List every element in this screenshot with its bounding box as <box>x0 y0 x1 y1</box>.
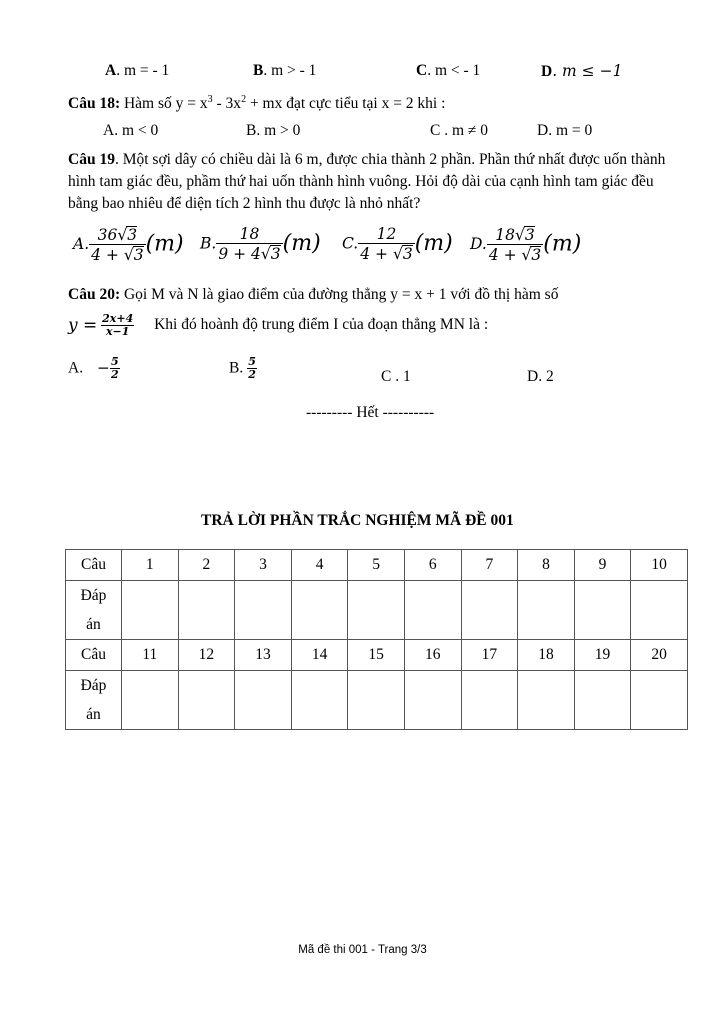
q20-function <box>68 313 488 338</box>
q19-option-c-den-rad: 3 <box>402 245 413 264</box>
q20-y-eq: y = <box>68 315 98 336</box>
answer-cell[interactable] <box>518 581 575 640</box>
q19-option-b-label: B. <box>200 234 217 253</box>
table-row <box>66 640 688 671</box>
q19-option-b-num: 18 <box>216 226 282 244</box>
answer-title: TRẢ LỜI PHẦN TRẮC NGHIỆM MÃ ĐỀ 001 <box>201 512 514 529</box>
q18-text-post: + mx đạt cực tiểu tại x = 2 khi : <box>246 95 446 113</box>
q18-stem <box>68 94 445 114</box>
answer-cell[interactable] <box>348 581 405 640</box>
q19-option-b-fraction: $\frac{18}{9 + 4√3}$ <box>218 225 281 264</box>
q20-option-a <box>68 356 120 381</box>
table-cell: 5 <box>348 550 405 581</box>
q17-option-c <box>416 62 480 81</box>
table-header-dap-an <box>66 671 122 730</box>
table-cell: 19 <box>574 640 631 671</box>
q19-option-b-den-rad: 3 <box>270 245 281 264</box>
table-header-cau: Câu <box>66 550 122 581</box>
q19-option-a-unit: (m) <box>145 231 184 257</box>
q20-option-b-label: B. <box>229 359 244 377</box>
q19-option-a <box>73 226 184 264</box>
q19-option-b-den-pre: 9 + 4 <box>218 245 261 264</box>
q18-option-c: C . m ≠ 0 <box>430 122 489 139</box>
q20-option-d: D. 2 <box>527 368 554 385</box>
q19-option-c-fraction: $\frac{12}{4 + √3}$ <box>360 225 413 264</box>
q19-option-a-num-rad: 3 <box>127 226 138 244</box>
q20-option-b-num: 5 <box>248 355 256 368</box>
table-cell: 20 <box>631 640 688 671</box>
q17-option-d <box>541 62 622 82</box>
q17-option-a-label: A <box>105 62 117 79</box>
q19-stem <box>68 149 668 215</box>
table-cell: 15 <box>348 640 405 671</box>
q20-text2: Khi đó hoành độ trung điểm I của đoạn thẳng MN là : <box>154 316 489 334</box>
answer-cell[interactable] <box>404 671 461 730</box>
table-row <box>66 550 688 581</box>
table-cell: 4 <box>291 550 348 581</box>
q20-frac-num: 2x+4 <box>102 312 134 325</box>
table-header-dap-an <box>66 581 122 640</box>
table-cell: 7 <box>461 550 518 581</box>
table-cell: 14 <box>291 640 348 671</box>
answer-cell[interactable] <box>235 581 292 640</box>
end-marker: --------- Hết ---------- <box>306 404 435 421</box>
q17-option-b <box>253 62 316 81</box>
q19-option-c-den-pre: 4 + <box>360 245 393 264</box>
q17-option-c-label: C <box>416 62 428 79</box>
table-cell: 3 <box>235 550 292 581</box>
answer-cell[interactable] <box>291 671 348 730</box>
q19-option-d-fraction: $\frac{18√3}{4 + √3}$ <box>488 226 542 265</box>
q18-exp1: 3 <box>207 94 213 105</box>
q18-option-a: A. m < 0 <box>103 122 159 139</box>
q19-option-d-unit: (m) <box>543 231 582 257</box>
table-cell: 1 <box>122 550 179 581</box>
q17-option-d-text: . m ≤ −1 <box>552 62 623 80</box>
q19-option-c-unit: (m) <box>414 231 453 257</box>
q20-option-b-fraction <box>247 356 257 381</box>
q20-option-a-num: 5 <box>110 355 119 368</box>
table-cell: 6 <box>404 550 461 581</box>
q19-option-c-label: C. <box>342 234 359 253</box>
q19-option-d-num-coef: 18 <box>495 226 516 244</box>
answer-cell[interactable] <box>461 581 518 640</box>
an-label: án <box>86 706 101 723</box>
q20-text: Gọi M và N là giao điểm của đường thẳng y = x + 1 với đồ thị hàm số <box>120 286 559 303</box>
answer-cell[interactable] <box>574 671 631 730</box>
table-cell: 8 <box>518 550 575 581</box>
q17-option-c-text: . m < - 1 <box>427 62 481 79</box>
q19-option-d-den-rad: 3 <box>531 246 542 265</box>
page-footer: Mã đề thi 001 - Trang 3/3 <box>298 944 427 956</box>
table-cell: 10 <box>631 550 688 581</box>
answer-cell[interactable] <box>235 671 292 730</box>
q20-option-a-den: 2 <box>110 368 119 382</box>
q18-option-d: D. m = 0 <box>537 122 593 139</box>
answer-cell[interactable] <box>348 671 405 730</box>
q19-option-a-den-rad: 3 <box>133 246 144 265</box>
answer-cell[interactable] <box>404 581 461 640</box>
q20-option-b-den: 2 <box>248 368 256 382</box>
table-row <box>66 581 688 640</box>
table-cell: 9 <box>574 550 631 581</box>
table-cell: 18 <box>518 640 575 671</box>
table-cell: 12 <box>178 640 235 671</box>
q18-option-b: B. m > 0 <box>246 122 301 139</box>
q18-text-pre: Hàm số y = x <box>120 95 208 113</box>
q19-option-c <box>342 226 453 263</box>
answer-cell[interactable] <box>574 581 631 640</box>
dap-label: Đáp <box>80 587 107 604</box>
q17-option-d-label: D <box>541 63 553 80</box>
q19-option-d-num-rad: 3 <box>524 226 535 244</box>
answer-cell[interactable] <box>631 581 688 640</box>
q19-option-a-num-coef: 36 <box>97 226 118 244</box>
q18-exp2: 2 <box>241 94 247 105</box>
answer-cell[interactable] <box>461 671 518 730</box>
q20-option-c: C . 1 <box>381 368 411 385</box>
q17-option-a <box>105 62 169 81</box>
q19-text: . Một sợi dây có chiều dài là 6 m, được chia thành 2 phần. Phần thứ nhất được uốn thành hình tam giác đều, phầm thứ hai uốn thành hình vuông. Hỏi độ dài của cạnh hình tam giác đều bằng bao nhiêu để diện tích 2 hình thu được là nhỏ nhất? <box>68 151 666 212</box>
q20-option-a-fraction <box>110 356 120 381</box>
q20-option-b <box>229 356 257 381</box>
q19-option-d-label: D. <box>470 234 487 253</box>
answer-cell[interactable] <box>518 671 575 730</box>
answer-cell[interactable] <box>291 581 348 640</box>
q20-option-a-sign: − <box>96 359 110 378</box>
q20-frac-den: x−1 <box>105 325 130 339</box>
dap-label: Đáp <box>80 677 107 694</box>
q20-option-a-label: A. <box>68 359 84 377</box>
table-cell: 2 <box>178 550 235 581</box>
answer-cell[interactable] <box>122 671 179 730</box>
q19-option-b-unit: (m) <box>282 231 321 257</box>
answer-cell[interactable] <box>178 581 235 640</box>
q19-label: Câu 19 <box>68 151 115 168</box>
answer-cell[interactable] <box>122 581 179 640</box>
q19-option-a-den-pre: 4 + <box>91 246 124 265</box>
q19-option-c-num: 12 <box>358 226 414 244</box>
an-label: án <box>86 616 101 633</box>
q19-option-d <box>470 226 581 264</box>
answer-table <box>65 549 688 730</box>
q17-option-b-label: B <box>253 62 264 79</box>
q20-label: Câu 20: <box>68 286 121 303</box>
q20-stem <box>68 286 558 305</box>
q19-option-a-fraction: $\frac{36√3}{4 + √3}$ <box>91 226 144 265</box>
table-cell: 11 <box>122 640 179 671</box>
q19-option-a-label: A. <box>73 234 90 253</box>
q17-option-b-text: . m > - 1 <box>263 62 317 79</box>
q20-fraction <box>101 313 134 338</box>
table-cell: 13 <box>235 640 292 671</box>
q19-option-b <box>200 226 321 263</box>
answer-cell[interactable] <box>178 671 235 730</box>
q17-option-a-text: . m = - 1 <box>116 62 170 79</box>
q18-label: Câu 18: <box>68 95 121 113</box>
q19-option-d-den-pre: 4 + <box>488 246 522 265</box>
table-cell: 16 <box>404 640 461 671</box>
answer-cell[interactable] <box>631 671 688 730</box>
table-row <box>66 671 688 730</box>
q18-text-mid: - 3x <box>212 95 242 113</box>
table-header-cau: Câu <box>66 640 122 671</box>
table-cell: 17 <box>461 640 518 671</box>
